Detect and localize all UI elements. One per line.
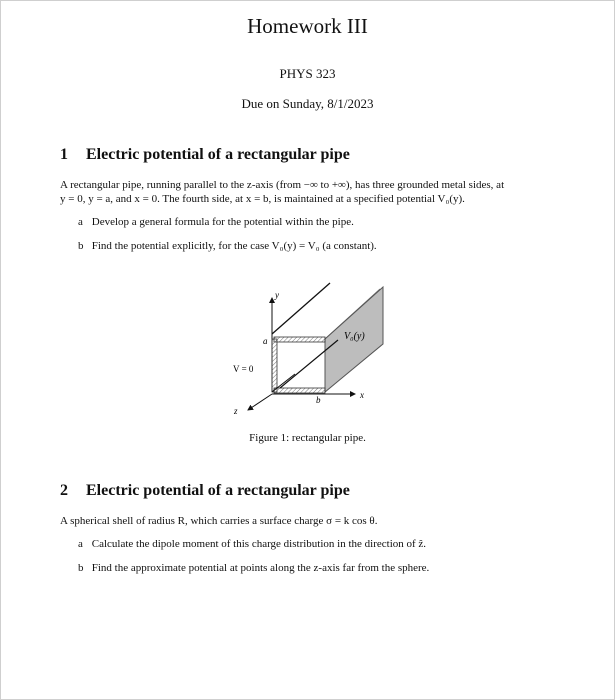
document-title: Homework III [247,14,368,38]
section-1-heading [60,146,350,164]
b-label: b [316,395,321,405]
item-text: Calculate the dipole moment of this charge distribution in the direction of ẑ. [91,538,427,550]
section-1-item-a [78,216,354,228]
section-2-number: 2 [60,482,68,499]
section-2-paragraph: A spherical shell of radius R, which carries a surface charge σ = k cos θ. [60,515,378,527]
item-text: Find the approximate potential at points along the z-axis far from the sphere. [91,562,430,574]
section-1-paragraph-line-2: y = 0, y = a, and x = 0. The fourth side, at x = b, is maintained at a specified potential V₀(y). [60,193,465,205]
grounded-left-plate [272,339,277,392]
x-axis-label: x [360,390,364,400]
item-label: a [78,216,83,228]
grounded-bottom-plate [274,388,325,393]
v0y-label: V₀(y) [344,331,365,342]
z-axis-label: z [234,406,238,416]
section-2-heading [60,482,350,500]
item-label: b [78,562,84,574]
figure-caption: Figure 1: rectangular pipe. [249,432,366,444]
z-axis [248,394,272,410]
item-text: Develop a general formula for the potential within the pipe. [91,216,354,228]
pipe-top-back-edge [272,283,330,334]
section-2-item-a [78,538,426,550]
item-label: b [78,240,84,252]
course-code: PHYS 323 [279,66,336,81]
grounded-top-plate [274,337,325,342]
v-zero-label: V = 0 [233,364,254,374]
due-date: Due on Sunday, 8/1/2023 [241,96,374,111]
section-1-item-b [78,240,377,252]
section-1-title: Electric potential of a rectangular pipe [86,146,350,163]
section-1-paragraph-line-1: A rectangular pipe, running parallel to the z-axis (from −∞ to +∞), has three grounded metal sides, at [60,179,505,191]
a-label: a [263,336,268,346]
section-2-item-b [78,562,429,574]
section-1-number: 1 [60,146,68,163]
item-label: a [78,538,83,550]
section-2-title: Electric potential of a rectangular pipe [86,482,350,499]
y-axis-label: y [275,290,279,300]
rectangular-pipe-figure [220,282,390,424]
item-text: Find the potential explicitly, for the case V₀(y) = V₀ (a constant). [91,240,377,252]
